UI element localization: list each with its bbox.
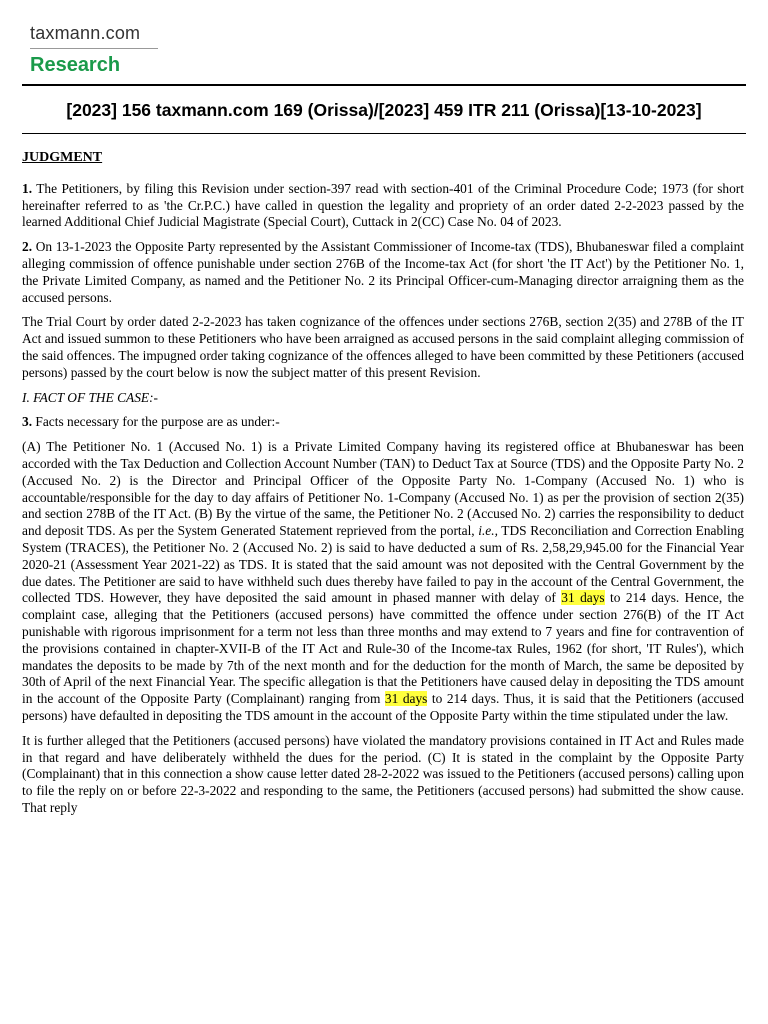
section-heading-facts: I. FACT OF THE CASE:- xyxy=(22,389,159,405)
header-bottom-rule xyxy=(22,133,746,134)
brand-logo[interactable] xyxy=(30,22,160,77)
paragraph-number: 2. xyxy=(22,239,33,255)
brand-divider xyxy=(30,48,158,49)
paragraph-text: TDS Reconciliation and Correction Enabling System (TRACES), the Petitioner No. 2 (Accused No. 2) is said to have deducted a sum of Rs. 2,58,29,945.00 for the Financial Year 2020-21 (Assessment Year 2021-22) as TDS. It is stated that the said amount was not deposited with the Central Government by the due dates. The Petitioner are said to have withheld such dues thereby have failed to pay in the account of the Central Government, the collected TDS. However, they have deposited the said amount in phased manner with delay of xyxy=(22,523,744,606)
paragraph-number: 1. xyxy=(22,180,33,196)
brand-research-label: Research xyxy=(30,54,121,76)
paragraph-text: (A) The Petitioner No. 1 (Accused No. 1) is a Private Limited Company having its registered office at Bhubaneswar has been accorded with the Tax Deduction and Collection Account Number (TAN) to Deduct Tax at Source (TDS) and the Opposite Party No. 2 (Accused No. 2) is the Director and Principal Officer of the Opposite Party No. 1-Company (Accused No. 1) who is accountable/responsible for the day to day affairs of Petitioner No. 1-Company (Accused No. 1) as per the provision of section 2(35) and section 278B of the IT Act. (B) By the virtue of the same, the Petitioner No. 2 (Accused No. 2) carries the responsibility to deduct and deposit TDS. As per the System Generated Statement reprieved from the portal, xyxy=(22,439,744,539)
paragraph-text: Facts necessary for the purpose are as under:- xyxy=(32,414,280,430)
paragraph-text: to 214 days. Hence, the complaint case, alleging that the Petitioners (accused persons) have committed the offence under section 276(B) of the IT Act punishable with rigorous imprisonment for a term not less than three months and may extend to 7 years and fine for contravention of the provisions contained in chapter-XVII-B of the IT Act and Rule-30 of the Income-tax Rules, 1962 (for short, 'IT Rules'), which mandates the deposits to be made by 7th of the next month and for the deduction for the month of March, the same be deposited by 30th of April of the next Financial Year. The specific allegation is that the Petitioners have caused delay in depositing the TDS amount in the account of the Opposite Party (Complainant) ranging from xyxy=(22,590,744,707)
paragraph-text: to 214 days. Thus, it is said that the Petitioners (accused persons) have defaulted in depositing the TDS amount in the account of the Opposite Party within the time stipulated under the law. xyxy=(22,691,744,723)
paragraph-5 xyxy=(22,439,744,725)
paragraph-3: The Trial Court by order dated 2-2-2023 has taken cognizance of the offences under sections 276B, section 2(35) and 278B of the IT Act and issued summon to these Petitioners who have been arraigned as accused persons in the said complaint alleging commission of the said offences. The impugned order taking cognizance of the offences alleged to have been committed by these Petitioners (accused persons) passed by the court below is now the subject matter of this present Revision. xyxy=(22,314,744,380)
header-top-rule xyxy=(22,84,746,86)
paragraph-text: The Petitioners, by filing this Revision under section-397 read with section-401 of the Criminal Procedure Code; 1973 (for short hereinafter referred to as 'the Cr.P.C.) have called in question the legality and propriety of an order dated 2-2-2023 passed by the learned Additional Chief Judicial Magistrate (Special Court), Cuttack in 2(CC) Case No. 04 of 2023. xyxy=(22,180,744,230)
paragraph-text: On 13-1-2023 the Opposite Party represented by the Assistant Commissioner of Income-tax (TDS), Bhubaneswar filed a complaint alleging commission of offence punishable under section 276B of the Income-tax Act (for short 'the IT Act') by the Petitioner No. 1, the Private Limited Company, as named and the Petitioner No. 2 its Principal Officer-cum-Managing director arraigning them as the accused persons. xyxy=(22,239,744,305)
paragraph-1 xyxy=(22,181,744,231)
case-citation: [2023] 156 taxmann.com 169 (Orissa)/[2023] 459 ITR 211 (Orissa)[13-10-2023] xyxy=(66,100,702,120)
highlight-31-days: 31 days xyxy=(561,590,605,606)
paragraph-number: 3. xyxy=(22,414,33,430)
paragraph-4 xyxy=(22,414,744,431)
paragraph-6: It is further alleged that the Petitioners (accused persons) have violated the mandatory provisions contained in IT Act and Rules made in that regard and have deliberately withheld the dues for the period. (C) It is stated in the complaint by the Opposite Party (Complainant) that in this connection a show cause letter dated 28-2-2022 was issued to the Petitioners (accused persons) calling upon to file the reply on or before 22-3-2022 and responding to the same, the Petitioners (accused persons) had submitted the show cause. That reply xyxy=(22,732,744,815)
italic-ie: i.e., xyxy=(478,523,498,539)
judgment-heading: JUDGMENT xyxy=(22,150,103,165)
judgment-body xyxy=(22,150,744,825)
site-name: taxmann.com xyxy=(30,23,141,43)
paragraph-2 xyxy=(22,239,744,306)
highlight-31-days: 31 days xyxy=(384,691,428,707)
